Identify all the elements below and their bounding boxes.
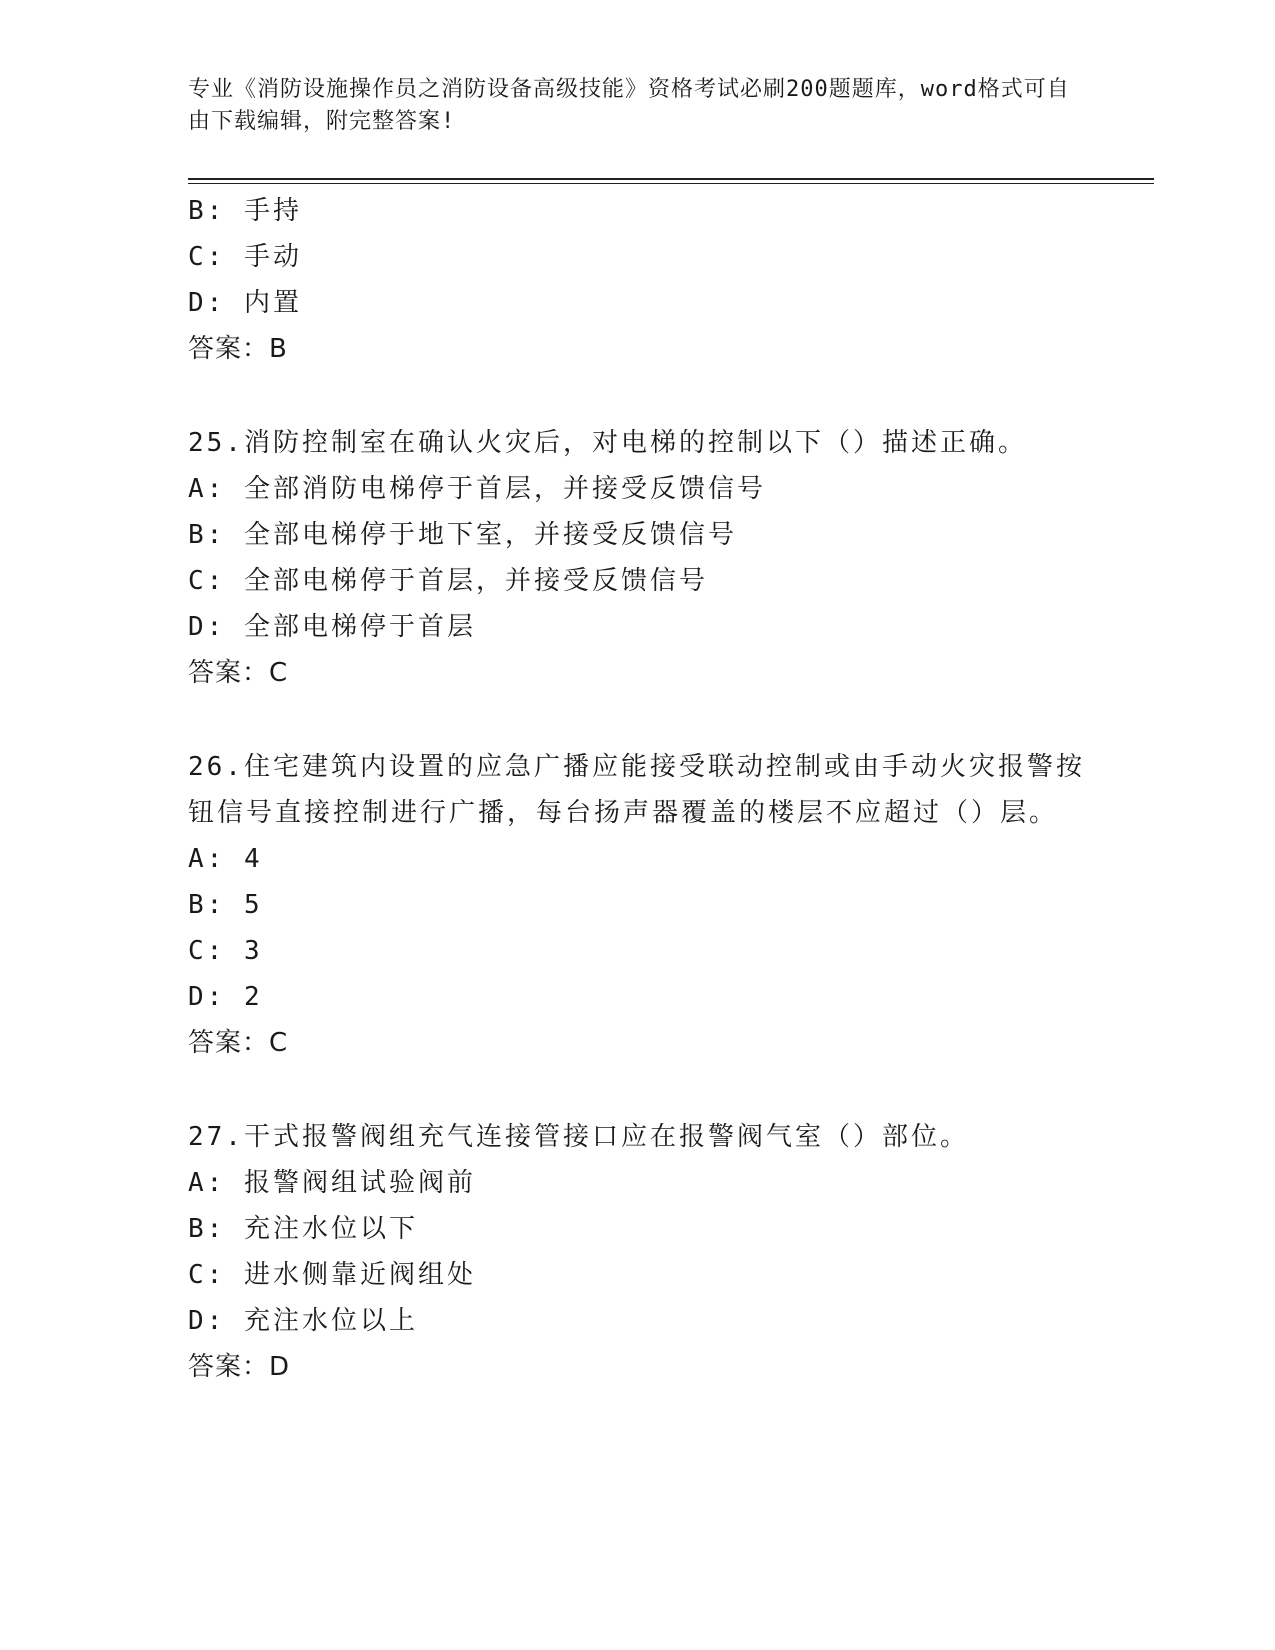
question-text-line-1: 26.住宅建筑内设置的应急广播应能接受联动控制或由手动火灾报警按 xyxy=(188,752,1085,782)
spacer xyxy=(188,1066,1088,1114)
answer: 答案：D xyxy=(188,1352,291,1382)
question-text: 27.干式报警阀组充气连接管接口应在报警阀气室（）部位。 xyxy=(188,1122,969,1152)
option-c: C: 3 xyxy=(188,936,263,966)
header-divider-thick xyxy=(188,178,1154,180)
page-header: 专业《消防设施操作员之消防设备高级技能》资格考试必刷200题题库，word格式可自由下载编辑，附完整答案! xyxy=(188,77,1070,134)
option-a: A: 全部消防电梯停于首层，并接受反馈信号 xyxy=(188,474,766,504)
option-b: B: 全部电梯停于地下室，并接受反馈信号 xyxy=(188,520,737,550)
option-d: D: 内置 xyxy=(188,288,302,318)
option-d: D: 全部电梯停于首层 xyxy=(188,612,476,642)
option-a: A: 4 xyxy=(188,844,263,874)
option-a: A: 报警阀组试验阀前 xyxy=(188,1168,476,1198)
option-b: B: 5 xyxy=(188,890,263,920)
question-24-tail xyxy=(188,188,1088,372)
answer: 答案：C xyxy=(188,1028,289,1058)
question-text: 25.消防控制室在确认火灾后，对电梯的控制以下（）描述正确。 xyxy=(188,428,1027,458)
option-b: B: 手持 xyxy=(188,196,302,226)
option-c: C: 进水侧靠近阀组处 xyxy=(188,1260,476,1290)
question-27 xyxy=(188,1114,1088,1390)
option-c: C: 全部电梯停于首层，并接受反馈信号 xyxy=(188,566,708,596)
option-c: C: 手动 xyxy=(188,242,302,272)
option-b: B: 充注水位以下 xyxy=(188,1214,418,1244)
question-list xyxy=(188,188,1088,1390)
answer: 答案：C xyxy=(188,658,289,688)
spacer xyxy=(188,372,1088,420)
option-d: D: 2 xyxy=(188,982,263,1012)
question-text-line-2: 钮信号直接控制进行广播，每台扬声器覆盖的楼层不应超过（）层。 xyxy=(188,798,1059,828)
question-26 xyxy=(188,744,1088,1066)
question-25 xyxy=(188,420,1088,696)
answer: 答案：B xyxy=(188,334,288,364)
header-divider-thin xyxy=(188,183,1154,184)
option-d: D: 充注水位以上 xyxy=(188,1306,418,1336)
spacer xyxy=(188,696,1088,744)
